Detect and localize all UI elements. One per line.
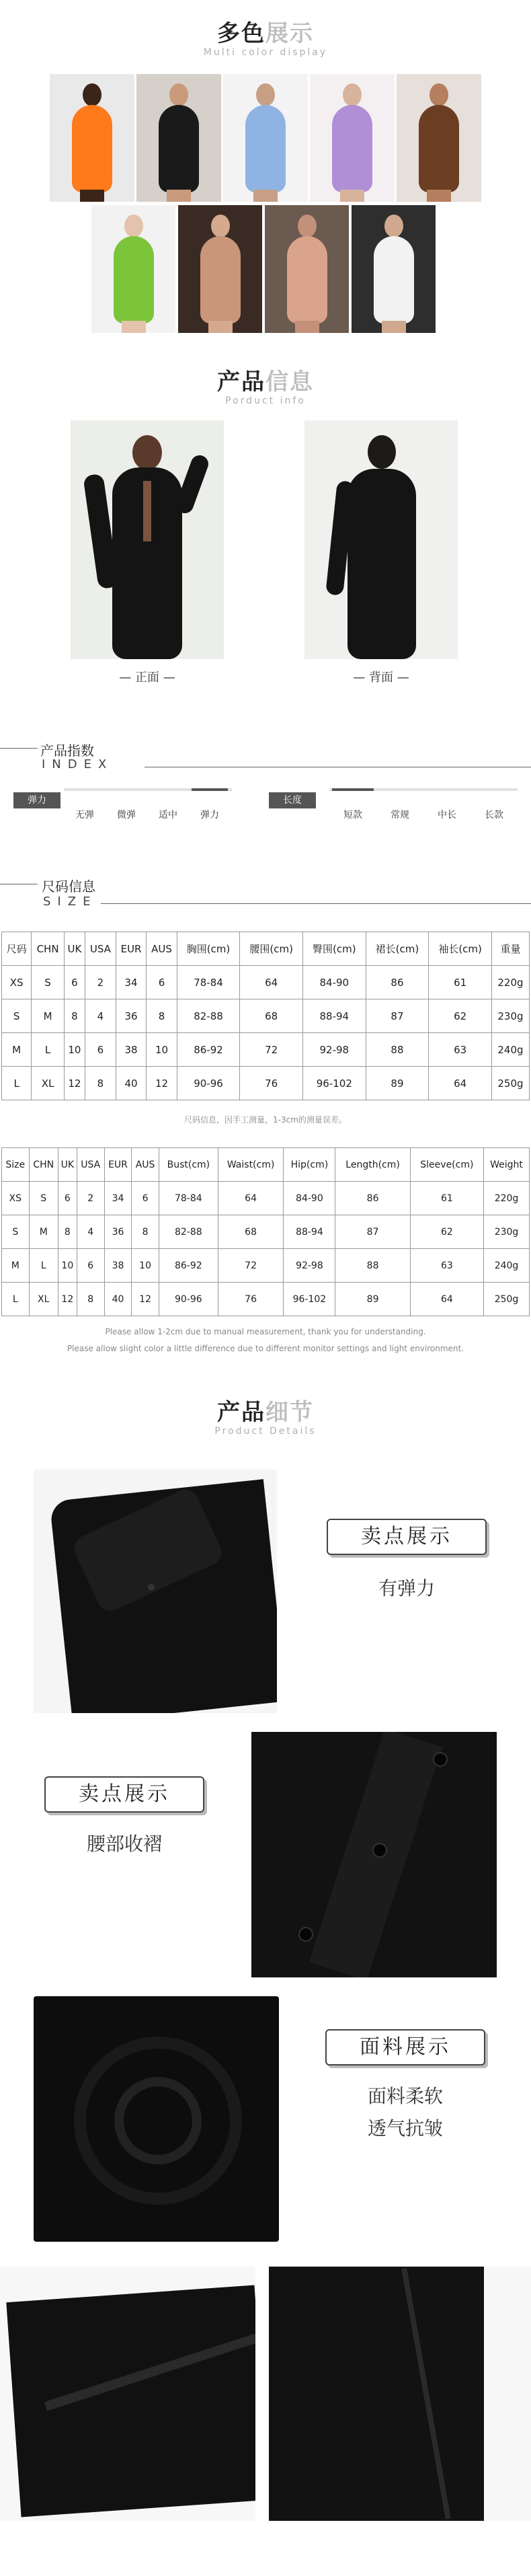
- size-table-cell: 92-98: [284, 1249, 335, 1283]
- index-option: 常规: [391, 810, 409, 821]
- size-table-cell: M: [2, 1033, 32, 1067]
- size-table-cell: 230g: [491, 999, 529, 1033]
- size-table-cell: 89: [335, 1283, 410, 1316]
- fabric-badge: 面料展示: [325, 2029, 485, 2066]
- size-table-cell: 8: [132, 1215, 159, 1249]
- size-table-header-cell: 臀围(cm): [302, 932, 366, 966]
- size-table-cell: M: [2, 1249, 30, 1283]
- size-table-cell: S: [2, 1215, 30, 1249]
- size-table-cell: 6: [85, 1033, 116, 1067]
- size-table-header-cell: 胸围(cm): [177, 932, 240, 966]
- size-table-cell: 64: [240, 966, 303, 999]
- size-table-cell: 12: [64, 1067, 85, 1100]
- color-photo: [265, 205, 349, 333]
- color-photo: [50, 74, 134, 202]
- size-table-cell: 6: [147, 966, 177, 999]
- info-subtitle: Porduct info: [225, 395, 306, 406]
- size-table-cell: 12: [147, 1067, 177, 1100]
- size-table-cell: 2: [85, 966, 116, 999]
- size-table-cell: 34: [116, 966, 147, 999]
- color-photo: [310, 74, 395, 202]
- size-table-cell: 12: [132, 1283, 159, 1316]
- size-table-cell: 68: [240, 999, 303, 1033]
- size-table-row: [2, 999, 530, 1033]
- index-option: 长款: [485, 810, 503, 821]
- size-table-header-cell: Sleeve(cm): [410, 1148, 483, 1182]
- elasticity-label: 弹力: [13, 792, 60, 808]
- details-subtitle: Product Details: [214, 1426, 317, 1437]
- size-table-cell: 4: [77, 1215, 104, 1249]
- size-table-cell: S: [2, 999, 32, 1033]
- feature-breathable: 透气抗皱: [367, 2117, 443, 2139]
- size-table-cell: 6: [77, 1249, 104, 1283]
- color-photo: [397, 74, 481, 202]
- color-photo: [178, 205, 262, 333]
- size-table-header-cell: AUS: [147, 932, 177, 966]
- size-table-cell: 92-98: [302, 1033, 366, 1067]
- size-table-cell: 82-88: [159, 1215, 218, 1249]
- selling-point-badge-1: 卖点展示: [327, 1519, 487, 1555]
- size-table-en: [1, 1147, 530, 1316]
- size-table-cell: 82-88: [177, 999, 240, 1033]
- front-view-photo: [71, 420, 224, 659]
- size-table-cell: 84-90: [284, 1182, 335, 1215]
- size-title-en: SIZE: [43, 895, 97, 909]
- size-table-cell: 64: [429, 1067, 492, 1100]
- feature-waist-pleat: 腰部收褶: [86, 1833, 162, 1855]
- size-table-cell: S: [32, 966, 65, 999]
- size-table-cell: 88-94: [284, 1215, 335, 1249]
- size-table-cell: 89: [366, 1067, 429, 1100]
- size-table-cell: 230g: [484, 1215, 530, 1249]
- size-table-cell: 250g: [484, 1283, 530, 1316]
- size-table-row: [2, 1283, 530, 1316]
- size-table-cell: L: [2, 1067, 32, 1100]
- size-table-header-cell: EUR: [104, 1148, 132, 1182]
- size-table-header-cell: CHN: [32, 932, 65, 966]
- size-table-header-cell: 尺码: [2, 932, 32, 966]
- size-table-cell: 62: [410, 1215, 483, 1249]
- size-table-cell: 8: [58, 1215, 77, 1249]
- back-label: — 背面 —: [353, 671, 409, 685]
- size-table-cell: 220g: [491, 966, 529, 999]
- size-table-cell: 61: [410, 1182, 483, 1215]
- size-table-cn: [1, 932, 530, 1100]
- size-table-cell: 86: [366, 966, 429, 999]
- back-view-photo: [304, 420, 458, 659]
- index-option: 无弹: [75, 810, 94, 821]
- size-table-cell: 87: [335, 1215, 410, 1249]
- index-option: 短款: [343, 810, 362, 821]
- size-table-cell: 90-96: [177, 1067, 240, 1100]
- size-table-cell: M: [32, 999, 65, 1033]
- index-option: 弹力: [200, 810, 219, 821]
- size-table-cell: 34: [104, 1182, 132, 1215]
- size-table-cell: S: [29, 1182, 58, 1215]
- size-table-header-cell: USA: [77, 1148, 104, 1182]
- size-note-cn: 尺码信息，因手工测量，1-3cm的测量误差。: [184, 1115, 347, 1125]
- size-table-cell: 38: [104, 1249, 132, 1283]
- size-table-cell: M: [29, 1215, 58, 1249]
- size-table-cell: 62: [429, 999, 492, 1033]
- size-table-cell: 38: [116, 1033, 147, 1067]
- index-option: 适中: [159, 810, 177, 821]
- size-table-header-cell: 袖长(cm): [429, 932, 492, 966]
- size-table-cell: 6: [58, 1182, 77, 1215]
- size-table-header-row: [2, 1148, 530, 1182]
- size-table-row: [2, 966, 530, 999]
- size-table-cell: 96-102: [284, 1283, 335, 1316]
- size-table-cell: 84-90: [302, 966, 366, 999]
- size-table-cell: 240g: [491, 1033, 529, 1067]
- size-table-header-cell: UK: [58, 1148, 77, 1182]
- size-table-cell: 8: [85, 1067, 116, 1100]
- size-table-cell: 240g: [484, 1249, 530, 1283]
- size-table-row: [2, 1033, 530, 1067]
- index-option: 微弹: [117, 810, 136, 821]
- size-table-header-cell: Waist(cm): [218, 1148, 283, 1182]
- size-table-cell: XS: [2, 1182, 30, 1215]
- size-table-header-cell: Length(cm): [335, 1148, 410, 1182]
- size-table-header-cell: EUR: [116, 932, 147, 966]
- index-option: 中长: [438, 810, 456, 821]
- colors-title: 多色展示: [217, 20, 314, 47]
- size-table-row: [2, 1067, 530, 1100]
- size-table-cell: 64: [410, 1283, 483, 1316]
- size-table-cell: 86-92: [177, 1033, 240, 1067]
- size-table-header-cell: UK: [64, 932, 85, 966]
- size-table-cell: XS: [2, 966, 32, 999]
- info-title: 产品信息: [217, 369, 314, 395]
- size-table-header-cell: Bust(cm): [159, 1148, 218, 1182]
- size-table-cell: L: [32, 1033, 65, 1067]
- size-note-en-2: Please allow slight color a little difference due to different monitor settings and light environment.: [67, 1344, 464, 1353]
- size-table-cell: 4: [85, 999, 116, 1033]
- colors-subtitle: Multi color display: [203, 47, 328, 58]
- size-table-row: [2, 1215, 530, 1249]
- size-table-cell: 6: [64, 966, 85, 999]
- size-table-header-cell: 重量: [491, 932, 529, 966]
- size-table-cell: L: [29, 1249, 58, 1283]
- size-table-header-cell: Size: [2, 1148, 30, 1182]
- size-table-cell: 72: [240, 1033, 303, 1067]
- size-table-cell: 2: [77, 1182, 104, 1215]
- size-table-cell: 10: [64, 1033, 85, 1067]
- detail-photo-hem: [269, 2267, 531, 2521]
- feature-soft-fabric: 面料柔软: [367, 2085, 443, 2107]
- index-title-en: INDEX: [42, 757, 114, 771]
- size-table-cell: 87: [366, 999, 429, 1033]
- size-table-header-cell: AUS: [132, 1148, 159, 1182]
- size-table-cell: 36: [104, 1215, 132, 1249]
- size-table-cell: 96-102: [302, 1067, 366, 1100]
- size-table-cell: 12: [58, 1283, 77, 1316]
- size-table-cell: 220g: [484, 1182, 530, 1215]
- size-table-row: [2, 1182, 530, 1215]
- size-table-cell: 63: [410, 1249, 483, 1283]
- size-table-cell: L: [2, 1283, 30, 1316]
- size-table-cell: 86: [335, 1182, 410, 1215]
- index-rule-left: [0, 748, 38, 749]
- detail-photo-fabric: [34, 1996, 279, 2242]
- color-photo: [91, 205, 175, 333]
- size-table-header-cell: CHN: [29, 1148, 58, 1182]
- size-table-cell: 78-84: [177, 966, 240, 999]
- size-table-cell: XL: [32, 1067, 65, 1100]
- size-table-row: [2, 1249, 530, 1283]
- color-photo: [223, 74, 308, 202]
- size-rule-right: [101, 903, 531, 904]
- size-table-cell: 6: [132, 1182, 159, 1215]
- size-table-header-cell: 裙长(cm): [366, 932, 429, 966]
- size-table-cell: 8: [64, 999, 85, 1033]
- size-table-cell: 61: [429, 966, 492, 999]
- color-photo: [136, 74, 221, 202]
- front-label: — 正面 —: [119, 671, 175, 685]
- size-table-cell: 40: [104, 1283, 132, 1316]
- size-table-cell: 88: [335, 1249, 410, 1283]
- size-table-cell: 88-94: [302, 999, 366, 1033]
- size-table-cell: 86-92: [159, 1249, 218, 1283]
- size-table-cell: 8: [77, 1283, 104, 1316]
- size-table-cell: 78-84: [159, 1182, 218, 1215]
- index-title: 产品指数: [40, 743, 94, 759]
- size-table-header-cell: USA: [85, 932, 116, 966]
- size-table-cell: 10: [147, 1033, 177, 1067]
- size-table-cell: 64: [218, 1182, 283, 1215]
- selling-point-badge-2: 卖点展示: [44, 1776, 204, 1813]
- size-table-cell: 76: [218, 1283, 283, 1316]
- feature-elastic: 有弹力: [378, 1577, 435, 1599]
- index-selected-marker: [332, 788, 374, 791]
- details-title: 产品细节: [217, 1399, 314, 1426]
- size-table-cell: 8: [147, 999, 177, 1033]
- size-table-cell: 68: [218, 1215, 283, 1249]
- size-table-cell: 88: [366, 1033, 429, 1067]
- size-table-header-row: [2, 932, 530, 966]
- detail-photo-collar: [34, 1470, 277, 1713]
- size-table-cell: 90-96: [159, 1283, 218, 1316]
- size-table-header-cell: Hip(cm): [284, 1148, 335, 1182]
- size-table-cell: 10: [132, 1249, 159, 1283]
- size-table-cell: 250g: [491, 1067, 529, 1100]
- size-table-cell: 36: [116, 999, 147, 1033]
- color-photo: [352, 205, 436, 333]
- size-table-cell: 72: [218, 1249, 283, 1283]
- size-table-header-cell: 腰围(cm): [240, 932, 303, 966]
- length-label: 长度: [269, 792, 316, 808]
- size-table-cell: 63: [429, 1033, 492, 1067]
- size-table-cell: XL: [29, 1283, 58, 1316]
- size-table-header-cell: Weight: [484, 1148, 530, 1182]
- size-table-cell: 10: [58, 1249, 77, 1283]
- size-table-cell: 40: [116, 1067, 147, 1100]
- size-note-en-1: Please allow 1-2cm due to manual measurement, thank you for understanding.: [105, 1327, 426, 1336]
- index-selected-marker: [192, 788, 228, 791]
- size-title: 尺码信息: [42, 878, 95, 895]
- detail-photo-buttons: [251, 1732, 497, 1977]
- detail-photo-placket: [0, 2267, 255, 2521]
- size-table-cell: 76: [240, 1067, 303, 1100]
